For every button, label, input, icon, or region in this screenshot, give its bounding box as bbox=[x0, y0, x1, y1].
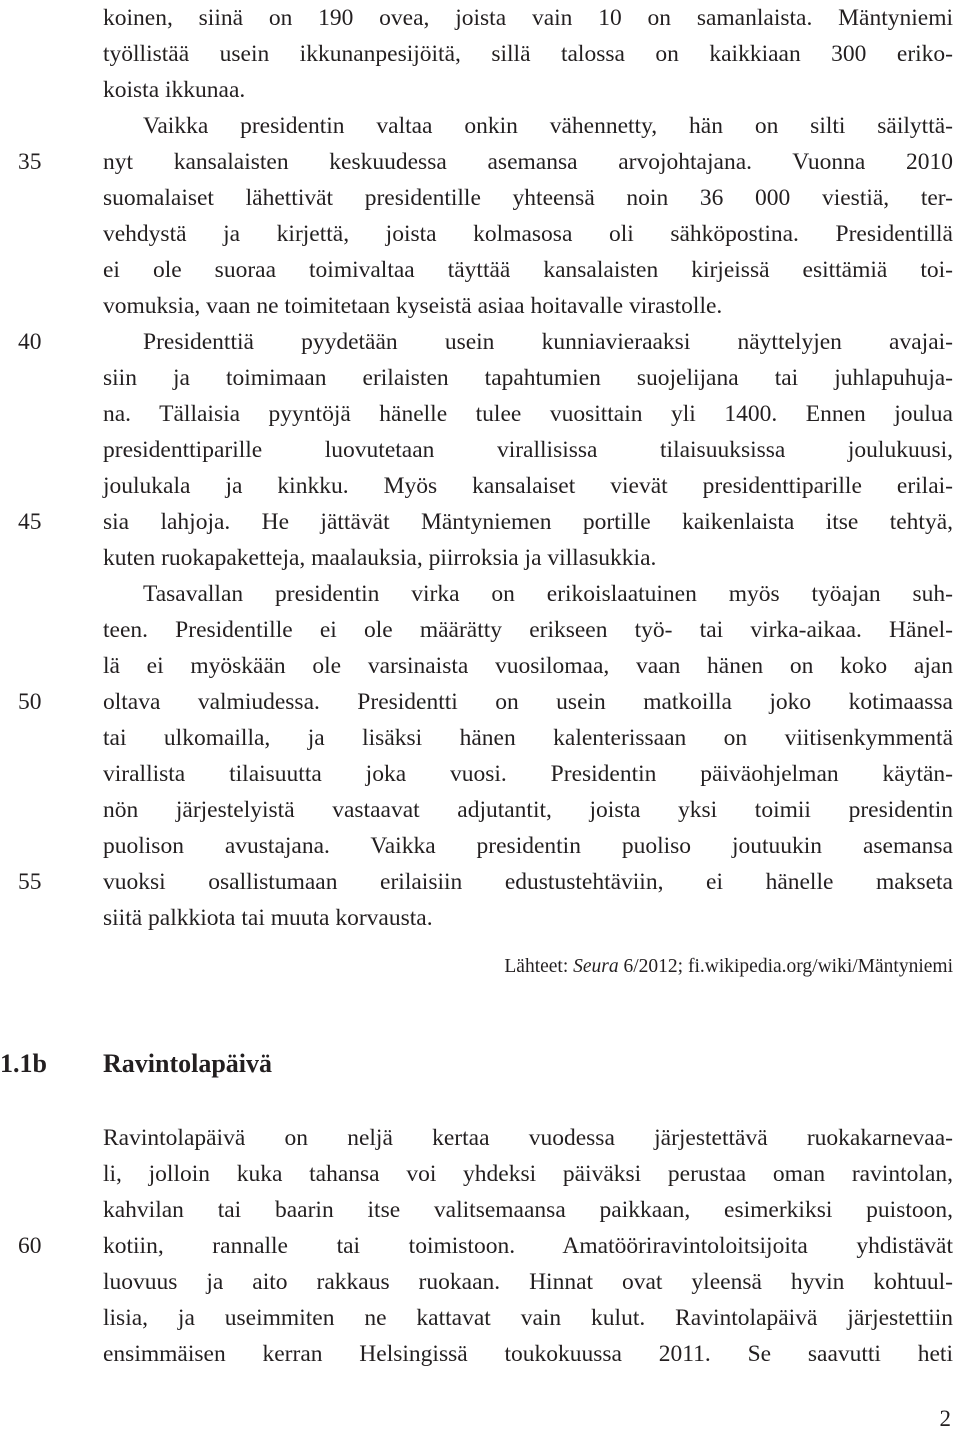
text-line: joulukala ja kinkku. Myös kansalaiset vievät presidenttiparille erilai- bbox=[103, 473, 953, 499]
text-line: Ravintolapäivä on neljä kertaa vuodessa järjestettävä ruokakarnevaa- bbox=[103, 1125, 953, 1151]
text-line: sia lahjoja. He jättävät Mäntyniemen portille kaikenlaista itse tehtyä, bbox=[103, 509, 953, 535]
source-journal: Seura bbox=[573, 956, 619, 977]
text-line: lä ei myöskään ole varsinaista vuosilomaa, vaan hänen on koko ajan bbox=[103, 653, 953, 679]
line-number: 55 bbox=[18, 869, 42, 895]
page-number: 2 bbox=[939, 1406, 951, 1431]
line-number: 50 bbox=[18, 689, 42, 715]
text-line: tai ulkomailla, ja lisäksi hänen kalenterissaan on viitisenkymmentä bbox=[103, 725, 953, 751]
text-line: työllistää usein ikkunanpesijöitä, sillä talossa on kaikkiaan 300 eriko- bbox=[103, 41, 953, 67]
source-suffix: 6/2012; fi.wikipedia.org/wiki/Mäntyniemi bbox=[618, 956, 953, 977]
text-line: vomuksia, vaan ne toimitetaan kyseistä asiaa hoitavalle virastolle. bbox=[103, 293, 723, 319]
text-line: oltava valmiudessa. Presidentti on usein matkoilla joko kotimaassa bbox=[103, 689, 953, 715]
text-line: Presidenttiä pyydetään usein kunniavieraaksi näyttelyjen avajai- bbox=[143, 329, 953, 355]
text-line: nyt kansalaisten keskuudessa asemansa arvojohtajana. Vuonna 2010 bbox=[103, 149, 953, 175]
text-line: kahvilan tai baarin itse valitsemaansa paikkaan, esimerkiksi puistoon, bbox=[103, 1197, 953, 1223]
text-line: kotiin, rannalle tai toimistoon. Amatööriravintoloitsijoita yhdistävät bbox=[103, 1233, 953, 1259]
text-line: vuoksi osallistumaan erilaisiin edustustehtäviin, ei hänelle makseta bbox=[103, 869, 953, 895]
section-number: 1.1b bbox=[0, 1049, 47, 1078]
section-title: Ravintolapäivä bbox=[103, 1049, 273, 1078]
text-line: presidenttiparille luovutetaan virallisissa tilaisuuksissa joulukuusi, bbox=[103, 437, 953, 463]
text-line: puolison avustajana. Vaikka presidentin puoliso joutuukin asemansa bbox=[103, 833, 953, 859]
text-line: teen. Presidentille ei ole määrätty erikseen työ- tai virka-aikaa. Hänel- bbox=[103, 617, 953, 643]
text-line: Vaikka presidentin valtaa onkin vähennetty, hän on silti säilyttä- bbox=[143, 113, 953, 139]
line-number: 40 bbox=[18, 329, 42, 355]
text-line: luovuus ja aito rakkaus ruokaan. Hinnat ovat yleensä hyvin kohtuul- bbox=[103, 1269, 953, 1295]
source-citation bbox=[504, 952, 953, 982]
source-prefix: Lähteet: bbox=[504, 956, 574, 977]
text-line: nön järjestelyistä vastaavat adjutantit, joista yksi toimii presidentin bbox=[103, 797, 953, 823]
text-line: virallista tilaisuutta joka vuosi. Presidentin päiväohjelman käytän- bbox=[103, 761, 953, 787]
text-line: suomalaiset lähettivät presidentille yhteensä noin 36 000 viestiä, ter- bbox=[103, 185, 953, 211]
text-line: koista ikkunaa. bbox=[103, 77, 246, 103]
line-number: 60 bbox=[18, 1233, 42, 1259]
line-number: 35 bbox=[18, 149, 42, 175]
text-line: ensimmäisen kerran Helsingissä toukokuussa 2011. Se saavutti heti bbox=[103, 1341, 953, 1367]
text-line: Tasavallan presidentin virka on erikoislaatuinen myös työajan suh- bbox=[143, 581, 953, 607]
text-line: na. Tällaisia pyyntöjä hänelle tulee vuosittain yli 1400. Ennen joulua bbox=[103, 401, 953, 427]
text-line: koinen, siinä on 190 ovea, joista vain 10 on samanlaista. Mäntyniemi bbox=[103, 5, 953, 31]
text-line: siitä palkkiota tai muuta korvausta. bbox=[103, 905, 433, 931]
text-line: lisia, ja useimmiten ne kattavat vain kulut. Ravintolapäivä järjestettiin bbox=[103, 1305, 953, 1331]
text-line: vehdystä ja kirjettä, joista kolmasosa oli sähköpostina. Presidentillä bbox=[103, 221, 953, 247]
line-number: 45 bbox=[18, 509, 42, 535]
text-line: ei ole suoraa toimivaltaa täyttää kansalaisten kirjeissä esittämiä toi- bbox=[103, 257, 953, 283]
text-line: siin ja toimimaan erilaisten tapahtumien suojelijana tai juhlapuhuja- bbox=[103, 365, 953, 391]
text-line: li, jolloin kuka tahansa voi yhdeksi päiväksi perustaa oman ravintolan, bbox=[103, 1161, 953, 1187]
text-line: kuten ruokapaketteja, maalauksia, piirroksia ja villasukkia. bbox=[103, 545, 657, 571]
